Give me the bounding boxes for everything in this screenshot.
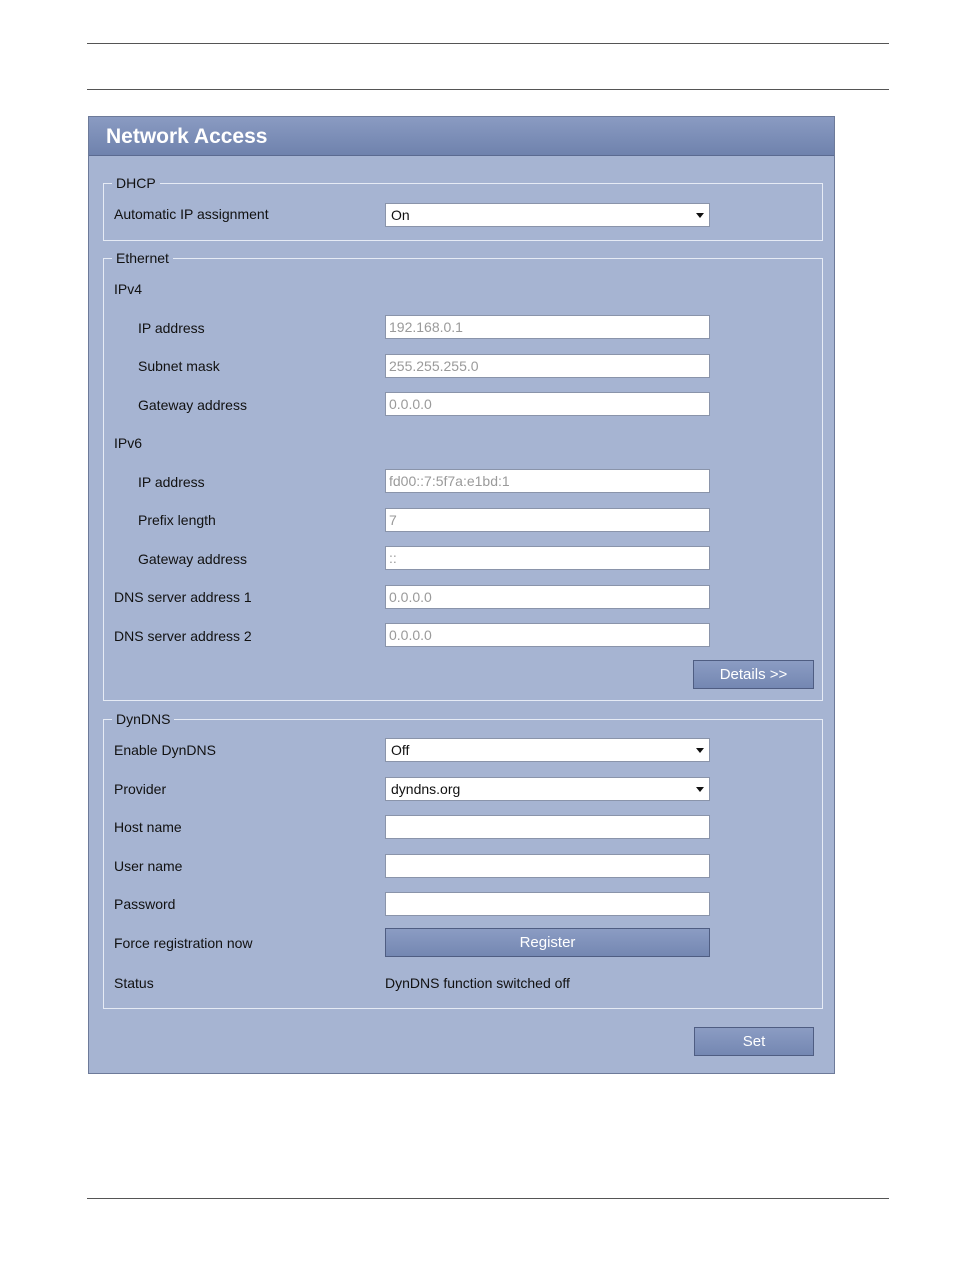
ipv6-ip-label: IP address: [138, 474, 205, 490]
auto-ip-select[interactable]: [385, 203, 710, 227]
force-registration-label: Force registration now: [114, 935, 253, 951]
dns2-label: DNS server address 2: [114, 628, 252, 644]
ipv6-prefix-field[interactable]: 7: [385, 508, 710, 532]
dns1-field[interactable]: 0.0.0.0: [385, 585, 710, 609]
enable-dyndns-value: Off: [391, 742, 410, 758]
dyndns-group: [103, 711, 823, 1009]
panel-title: Network Access: [106, 125, 268, 148]
ipv6-ip-field[interactable]: fd00::7:5f7a:e1bd:1: [385, 469, 710, 493]
ipv4-gateway-field[interactable]: 0.0.0.0: [385, 392, 710, 416]
host-name-field[interactable]: [385, 815, 710, 839]
chevron-down-icon: [696, 787, 704, 792]
ipv6-gateway-field[interactable]: ::: [385, 546, 710, 570]
auto-ip-label: Automatic IP assignment: [114, 206, 269, 222]
user-name-field[interactable]: [385, 854, 710, 878]
ipv4-ip-label: IP address: [138, 320, 205, 336]
chevron-down-icon: [696, 748, 704, 753]
ipv4-ip-field[interactable]: 192.168.0.1: [385, 315, 710, 339]
details-button[interactable]: Details >>: [693, 660, 814, 689]
ipv4-gateway-label: Gateway address: [138, 397, 247, 413]
top-rule: [87, 43, 889, 44]
ethernet-legend: Ethernet: [112, 250, 173, 266]
ipv6-prefix-label: Prefix length: [138, 512, 216, 528]
dns1-label: DNS server address 1: [114, 589, 252, 605]
user-name-label: User name: [114, 858, 183, 874]
password-label: Password: [114, 896, 176, 912]
host-name-label: Host name: [114, 819, 182, 835]
enable-dyndns-label: Enable DynDNS: [114, 742, 216, 758]
set-button[interactable]: Set: [694, 1027, 814, 1056]
ipv4-subnet-label: Subnet mask: [138, 358, 220, 374]
network-access-panel: [88, 116, 835, 1074]
panel-header: [89, 117, 834, 156]
ipv4-heading: IPv4: [114, 281, 143, 297]
status-value: DynDNS function switched off: [385, 975, 570, 991]
provider-value: dyndns.org: [391, 781, 461, 797]
footer-rule: [87, 1198, 889, 1199]
provider-select[interactable]: [385, 777, 710, 801]
chevron-down-icon: [696, 213, 704, 218]
ethernet-group: [103, 250, 823, 701]
status-label: Status: [114, 975, 154, 991]
header-rule: [87, 89, 889, 90]
dyndns-legend: DynDNS: [112, 711, 174, 727]
auto-ip-value: On: [391, 207, 410, 223]
provider-label: Provider: [114, 781, 167, 797]
dhcp-legend: DHCP: [112, 175, 160, 191]
register-button[interactable]: Register: [385, 928, 710, 957]
enable-dyndns-select[interactable]: [385, 738, 710, 762]
dhcp-group: [103, 175, 823, 241]
password-field[interactable]: [385, 892, 710, 916]
ipv6-gateway-label: Gateway address: [138, 551, 247, 567]
ipv6-heading: IPv6: [114, 435, 143, 451]
ipv4-subnet-field[interactable]: 255.255.255.0: [385, 354, 710, 378]
dns2-field[interactable]: 0.0.0.0: [385, 623, 710, 647]
